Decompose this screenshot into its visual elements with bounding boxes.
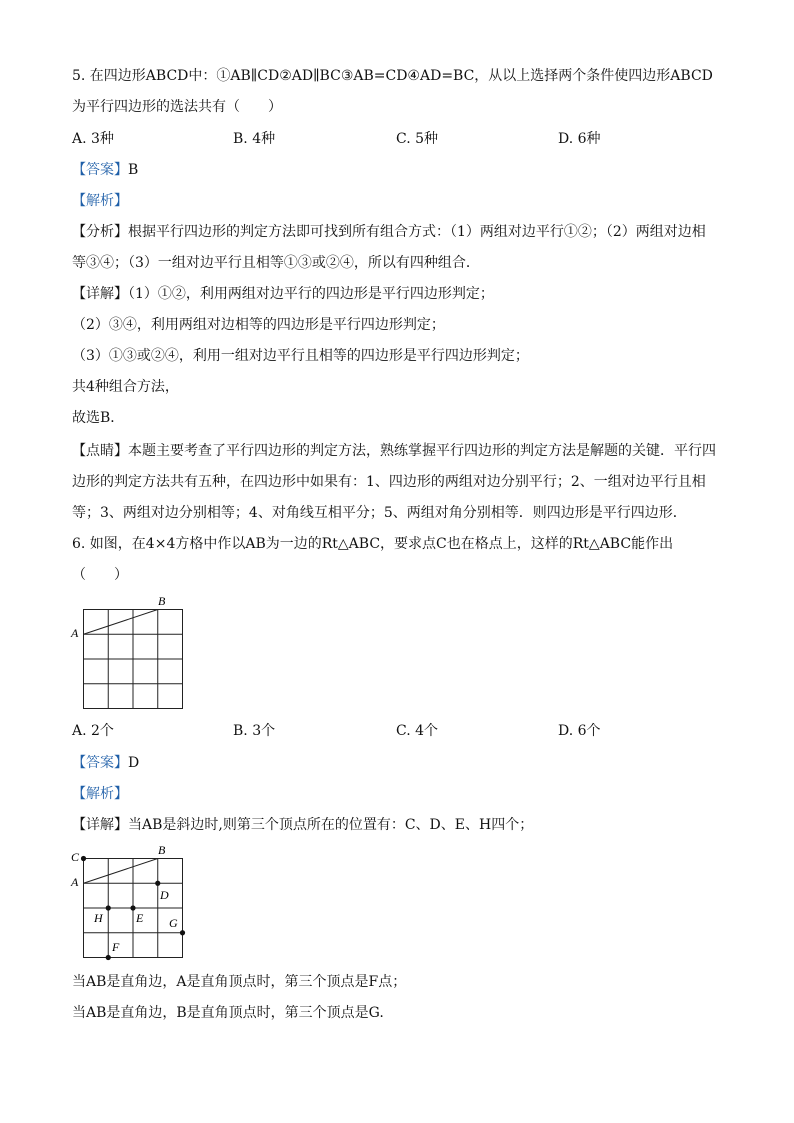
segment-ab bbox=[84, 859, 158, 884]
point-h bbox=[106, 905, 111, 910]
q5-stem-line2: 为平行四边形的选法共有（ ） bbox=[72, 99, 282, 115]
q6-xiangjie-text1: 当AB是斜边时,则第三个顶点所在的位置有：C、D、E、H四个； bbox=[128, 817, 534, 833]
label-d: D bbox=[160, 888, 169, 902]
point-e bbox=[130, 905, 135, 910]
q6-xiangjie-line1 bbox=[72, 815, 533, 835]
q5-stem-line1: 5. 在四边形ABCD中：①AB∥CD②AD∥BC③AB=CD④AD=BC，从以上选择两个条件使四边形ABCD bbox=[72, 68, 713, 84]
label-b: B bbox=[158, 594, 166, 608]
q6-line2: 当AB是直角边，A是直角顶点时，第三个顶点是F点； bbox=[72, 974, 407, 990]
q6-line3: 当AB是直角边，B是直角顶点时，第三个顶点是G. bbox=[72, 1005, 384, 1021]
q6-option-a: A. 2个 bbox=[72, 723, 114, 739]
q5-answer-tag: 【答案】 bbox=[72, 162, 128, 178]
q5-xiangjie-line3: （3）①③或②④，利用一组对边平行且相等的四边形是平行四边形判定； bbox=[72, 348, 529, 364]
q6-grid-figure bbox=[68, 592, 192, 714]
q5-answer: B bbox=[128, 162, 139, 178]
q6-answer-line bbox=[72, 753, 139, 773]
q5-dianjing-line1 bbox=[72, 441, 716, 461]
segment-ab bbox=[84, 610, 158, 635]
q6-solution-figure bbox=[68, 843, 192, 963]
label-e: E bbox=[136, 911, 144, 925]
point-d bbox=[155, 881, 160, 886]
q5-analysis-line bbox=[72, 191, 128, 211]
q6-xiangjie-tag: 【详解】 bbox=[72, 817, 128, 833]
q5-xiangjie-text1: （1）①②，利用两组对边平行的四边形是平行四边形判定； bbox=[128, 286, 494, 302]
q6-answer: D bbox=[128, 755, 140, 771]
q5-answer-line bbox=[72, 160, 138, 180]
q6-analysis-tag: 【解析】 bbox=[72, 786, 128, 802]
q6-answer-tag: 【答案】 bbox=[72, 755, 128, 771]
q5-option-c: C. 5种 bbox=[396, 131, 439, 147]
q6-stem-line2: （ ） bbox=[72, 567, 128, 583]
q5-xiangjie-tag: 【详解】 bbox=[72, 286, 128, 302]
q5-xiangjie-line2: （2）③④，利用两组对边相等的四边形是平行四边形判定； bbox=[72, 317, 445, 333]
label-c: C bbox=[71, 850, 80, 864]
q6-option-c: C. 4个 bbox=[396, 723, 439, 739]
q6-stem-line1: 6. 如图，在4×4方格中作以AB为一边的Rt△ABC，要求点C也在格点上，这样的Rt△ABC能作出 bbox=[72, 536, 674, 552]
point-c bbox=[81, 856, 86, 861]
q5-dianjing-line2: 边形的判定方法共有五种，在四边形中如果有：1、四边形的两组对边分别平行；2、一组对边平行且相 bbox=[72, 474, 706, 490]
q5-xiangjie-line1 bbox=[72, 284, 494, 304]
q6-option-d: D. 6个 bbox=[558, 723, 601, 739]
q5-xiangjie-line5: 故选B． bbox=[72, 410, 125, 426]
q5-xiangjie-line4: 共4种组合方法， bbox=[72, 379, 179, 395]
q5-fenxi-tag: 【分析】 bbox=[72, 224, 128, 240]
q5-analysis-tag: 【解析】 bbox=[72, 193, 128, 209]
q5-option-b: B. 4种 bbox=[233, 131, 276, 147]
label-a: A bbox=[71, 875, 79, 889]
label-g: G bbox=[169, 916, 178, 930]
q5-fenxi-line2: 等③④；（3）一组对边平行且相等①③或②④，所以有四种组合． bbox=[72, 255, 480, 271]
q5-option-a: A. 3种 bbox=[72, 131, 114, 147]
q6-grid-lines bbox=[84, 610, 183, 709]
label-f: F bbox=[112, 940, 120, 954]
q5-fenxi-text1: 根据平行四边形的判定方法即可找到所有组合方式：（1）两组对边平行①②；（2）两组对边相 bbox=[128, 224, 706, 240]
q6-option-b: B. 3个 bbox=[233, 723, 276, 739]
point-f bbox=[106, 955, 111, 960]
q5-dianjing-tag: 【点睛】 bbox=[72, 443, 128, 459]
q5-option-d: D. 6种 bbox=[558, 131, 601, 147]
label-b: B bbox=[158, 843, 166, 857]
label-h: H bbox=[94, 911, 103, 925]
point-g bbox=[180, 930, 185, 935]
label-a: A bbox=[71, 626, 79, 640]
q5-dianjing-text1: 本题主要考查了平行四边形的判定方法，熟练掌握平行四边形的判定方法是解题的关键．平行四 bbox=[128, 443, 716, 459]
q6-analysis-line bbox=[72, 784, 128, 804]
q5-dianjing-line3: 等；3、两组对边分别相等；4、对角线互相平分；5、两组对角分别相等．则四边形是平行四边形． bbox=[72, 505, 687, 521]
q5-fenxi-line1 bbox=[72, 222, 706, 242]
